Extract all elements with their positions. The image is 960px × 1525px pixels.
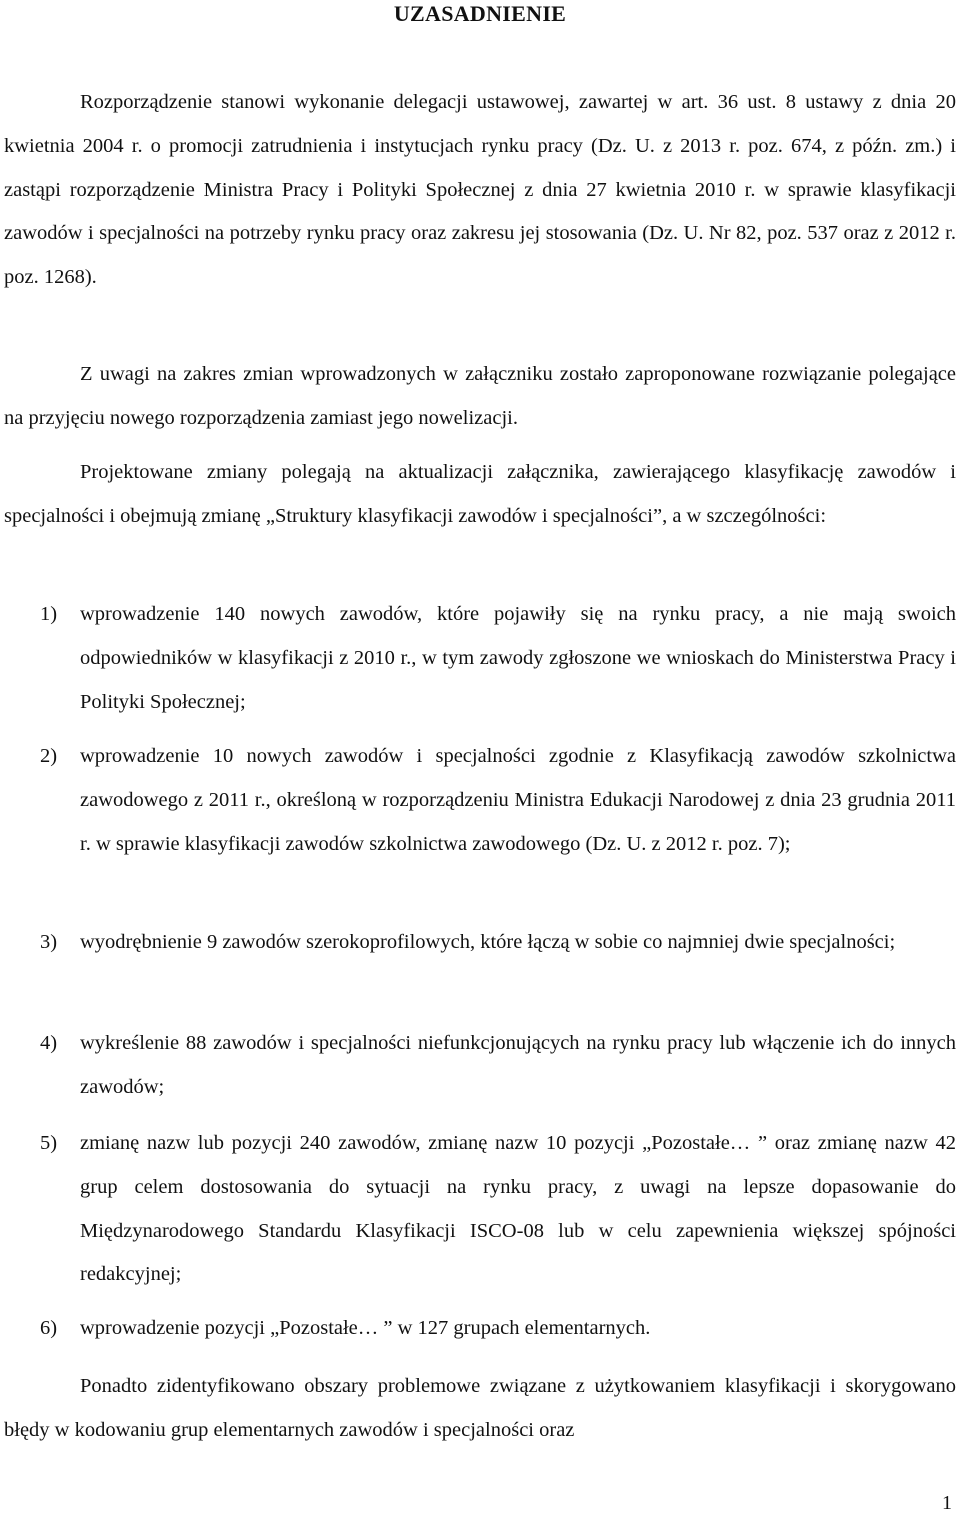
list-item-number: 4) <box>40 1032 58 1054</box>
list-item-number: 2) <box>40 745 58 767</box>
list-item-number: 1) <box>40 603 58 625</box>
list-item-number: 5) <box>40 1132 58 1154</box>
list-item-text: wprowadzenie 140 nowych zawodów, które pojawiły się na rynku pracy, a nie mają swoich odpowiedników w klasyfikacji z 2010 r., w tym zawody zgłoszone we wnioskach do Ministerstwa Pracy i Polityki Społecznej; <box>80 603 956 713</box>
paragraph-projected-changes: Projektowane zmiany polegają na aktualizacji załącznika, zawierającego klasyfikację zawodów i specjalności i obejmują zmianę „Struktury klasyfikacji zawodów i specjalności”, a w szczególności: <box>4 461 956 527</box>
list-item-text: zmianę nazw lub pozycji 240 zawodów, zmianę nazw 10 pozycji „Pozostałe… ” oraz zmianę nazw 42 grup celem dostosowania do sytuacji na rynku pracy, z uwagi na lepsze dopasowanie do Międzynarodowego Standardu Klasyfikacji ISCO-08 lub w celu zapewnienia większej spójności redakcyjnej; <box>80 1132 956 1286</box>
paragraph-problem-areas: Ponadto zidentyfikowano obszary problemowe związane z użytkowaniem klasyfikacji i skorygowano błędy w kodowaniu grup elementarnych zawodów i specjalności oraz <box>4 1375 956 1441</box>
list-item-number: 3) <box>40 931 58 953</box>
document-title: UZASADNIENIE <box>393 1 567 26</box>
list-item-number: 6) <box>40 1317 58 1339</box>
page-number: 1 <box>942 1492 952 1514</box>
list-item-text: wykreślenie 88 zawodów i specjalności niefunkcjonujących na rynku pracy lub włączenie ich do innych zawodów; <box>80 1032 956 1098</box>
list-item-text: wprowadzenie pozycji „Pozostałe… ” w 127 grupach elementarnych. <box>80 1317 651 1339</box>
paragraph-scope-of-changes: Z uwagi na zakres zmian wprowadzonych w załączniku zostało zaproponowane rozwiązanie polegające na przyjęciu nowego rozporządzenia zamiast jego nowelizacji. <box>4 363 956 429</box>
paragraph-legal-basis: Rozporządzenie stanowi wykonanie delegacji ustawowej, zawartej w art. 36 ust. 8 ustawy z dnia 20 kwietnia 2004 r. o promocji zatrudnienia i instytucjach rynku pracy (Dz. U. z 2013 r. poz. 674, z późn. zm.) i zastąpi rozporządzenie Ministra Pracy i Polityki Społecznej z dnia 27 kwietnia 2010 r. w sprawie klasyfikacji zawodów i specjalności na potrzeby rynku pracy oraz zakresu jej stosowania (Dz. U. Nr 82, poz. 537 oraz z 2012 r. poz. 1268). <box>4 91 956 289</box>
list-item-text: wprowadzenie 10 nowych zawodów i specjalności zgodnie z Klasyfikacją zawodów szkolnictwa zawodowego z 2011 r., określoną w rozporządzeniu Ministra Edukacji Narodowej z dnia 23 grudnia 2011 r. w sprawie klasyfikacji zawodów szkolnictwa zawodowego (Dz. U. z 2012 r. poz. 7); <box>80 745 956 855</box>
list-item-text: wyodrębnienie 9 zawodów szerokoprofilowych, które łączą w sobie co najmniej dwie specjalności; <box>80 931 896 953</box>
